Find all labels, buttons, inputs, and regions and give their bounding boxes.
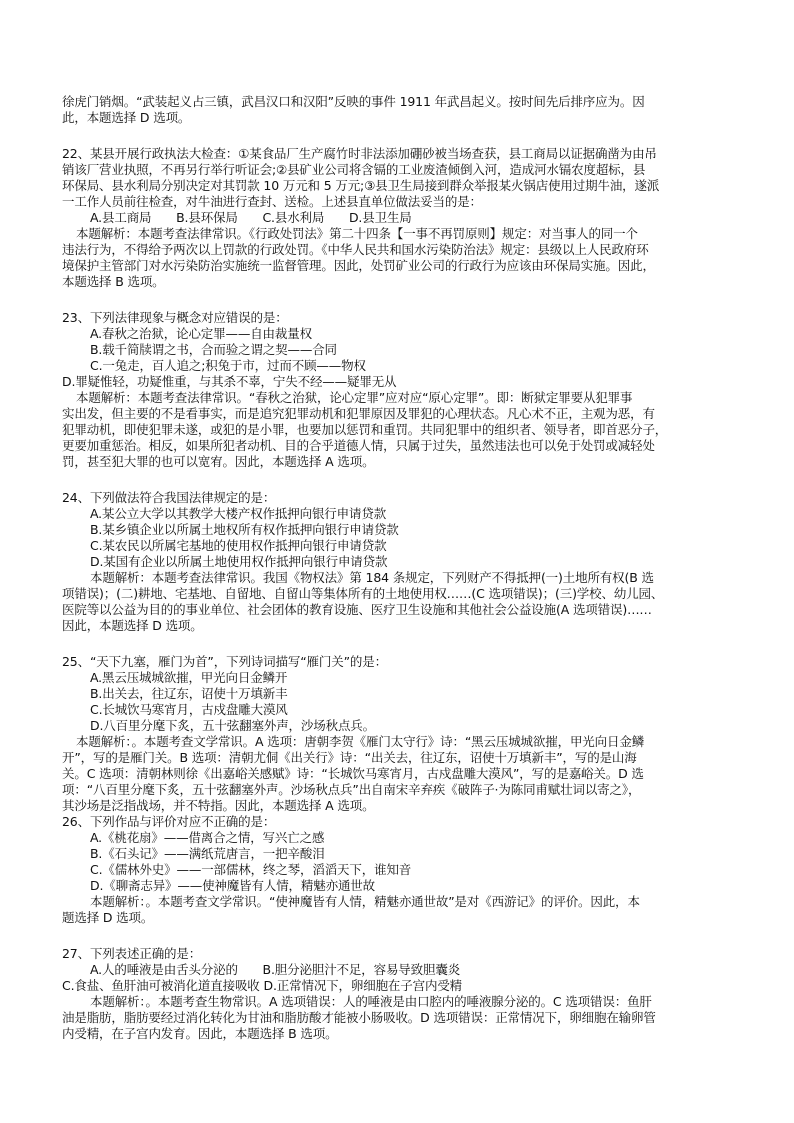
explanation: 其沙场是泛指战场，并不特指。因此，本题选择 A 选项。 bbox=[62, 798, 375, 813]
option-c: C.某农民以所属宅基地的使用权作抵押向银行申请贷款 bbox=[90, 538, 387, 553]
option-c: C.一兔走，百人追之;积兔于市，过而不顾——物权 bbox=[90, 358, 366, 373]
explanation: 境保护主管部门对水污染防治实施统一监督管理。因此，处罚矿业公司的行政行为应该由环保局实施。因此， bbox=[62, 258, 655, 273]
option-a: A.某公立大学以其教学大楼产权作抵押向银行申请贷款 bbox=[90, 506, 387, 521]
explanation: 罚，甚至犯大罪的也可以宽宥。因此，本题选择 A 选项。 bbox=[62, 454, 375, 469]
text-line: 徐虎门销烟。“武装起义占三镇，武昌汉口和汉阳”反映的事件 1911 年武昌起义。按时间先后排序应为。因 bbox=[62, 94, 645, 109]
question-stem: 26、下列作品与评价对应不正确的是： bbox=[62, 814, 276, 829]
explanation: 更要加重惩治。相反，如果所犯者动机、目的合乎道德人情，只属于过失，虽然违法也可以免于处罚或减轻处 bbox=[62, 438, 655, 453]
option-a: A.《桃花扇》——借离合之情，写兴亡之感 bbox=[90, 830, 325, 845]
question-stem: 销该厂营业执照，不再另行举行听证会;②县矿业公司将含镉的工业废渣倾倒入河，造成河水镉农度超标，县 bbox=[62, 162, 646, 177]
option-d: D.某国有企业以所属土地使用权作抵押向银行申请贷款 bbox=[90, 554, 388, 569]
explanation: 医院等以公益为目的的事业单位、社会团体的教育设施、医疗卫生设施和其他社会公益设施(A 选项错误)…… bbox=[62, 602, 652, 617]
explanation: 内受精，在子宫内发育。因此，本题选择 B 选项。 bbox=[62, 1026, 338, 1041]
explanation: 本题解析：。本题考查文学常识。“使神魔皆有人情，精魅亦通世故”是对《西游记》的评价。因此，本 bbox=[90, 894, 640, 909]
question-stem: 22、某县开展行政执法大检查：①某食品厂生产腐竹时非法添加硼砂被当场查获，县工商局以证据确凿为由吊 bbox=[62, 146, 657, 161]
question-27 bbox=[62, 946, 744, 1042]
option-b: B.某乡镇企业以所属土地权所有权作抵押向银行申请贷款 bbox=[90, 522, 399, 537]
option-d: D.罪疑惟轻，功疑惟重，与其杀不辜，宁失不经——疑罪无从 bbox=[62, 374, 397, 389]
option-cd: C.食盐、鱼肝油可被消化道直接吸收 D.正常情况下，卵细胞在子宫内受精 bbox=[62, 978, 463, 993]
question-24 bbox=[62, 490, 744, 634]
question-26 bbox=[62, 814, 744, 926]
option-a: A.春秋之治狱，论心定罪——自由裁量权 bbox=[90, 326, 312, 341]
option-c: C.《儒林外史》——一部儒林，终之琴，滔滔天下，谁知音 bbox=[90, 862, 412, 877]
question-stem: 23、下列法律现象与概念对应错误的是： bbox=[62, 310, 288, 325]
question-stem: 环保局、县水利局分别决定对其罚款 10 万元和 5 万元;③县卫生局接到群众举报某火锅店使用过期牛油，遂派 bbox=[62, 178, 660, 193]
question-stem: 27、下列表述正确的是： bbox=[62, 946, 202, 961]
answer-options: A.县工商局 B.县环保局 C.县水利局 D.县卫生局 bbox=[90, 210, 412, 225]
explanation: 因此，本题选择 D 选项。 bbox=[62, 618, 203, 633]
explanation: 开”，写的是雁门关。B 选项：清朝尤侗《出关行》诗：“出关去，往辽东，诏使十万填新丰”，写的是山海 bbox=[62, 750, 637, 765]
explanation: 本题解析：本题考查法律常识。“春秋之治狱，论心定罪”应对应“原心定罪”。即：断狱定罪要从犯罪事 bbox=[76, 390, 633, 405]
explanation: 题选择 D 选项。 bbox=[62, 910, 154, 925]
option-a: A.黑云压城城欲摧，甲光向日金鳞开 bbox=[90, 670, 288, 685]
explanation: 项：“八百里分麾下炙，五十弦翻塞外声。沙场秋点兵”出自南宋辛弃疾《破阵子·为陈同甫赋壮词以寄之》， bbox=[62, 782, 641, 797]
explanation: 油是脂肪，脂肪要经过消化转化为甘油和脂肪酸才能被小肠吸收。D 选项错误：正常情况下，卵细胞在输卵管 bbox=[62, 1010, 656, 1025]
question-25 bbox=[62, 654, 744, 814]
explanation: 犯罪动机，即使犯罪未遂，或犯的是小罪，也要加以惩罚和重罚。共同犯罪中的组织者、领导者，即首恶分子， bbox=[62, 422, 668, 437]
document-page bbox=[62, 94, 744, 1042]
option-d: D.《聊斋志异》——使神魔皆有人情，精魅亦通世故 bbox=[90, 878, 375, 893]
question-stem: 25、“天下九塞，雁门为首”，下列诗词描写“雁门关”的是： bbox=[62, 654, 387, 669]
option-b: B.载千简牍谓之书，合而验之谓之契——合同 bbox=[90, 342, 337, 357]
question-22 bbox=[62, 146, 744, 290]
text-line: 此，本题选择 D 选项。 bbox=[62, 110, 191, 125]
option-b: B.出关去，往辽东，诏使十万填新丰 bbox=[90, 686, 288, 701]
explanation: 本题选择 B 选项。 bbox=[62, 274, 165, 289]
explanation: 实出发，但主要的不是看事实，而是追究犯罪动机和犯罪原因及罪犯的心理状态。凡心术不正，主观为恶，有 bbox=[62, 406, 655, 421]
explanation: 项错误)；(二)耕地、宅基地、自留地、自留山等集体所有的土地使用权……(C 选项错误)；(三)学校、幼儿园、 bbox=[62, 586, 664, 601]
explanation: 本题解析：本题考查法律常识。我国《物权法》第 184 条规定，下列财产不得抵押(一)土地所有权(B 选 bbox=[90, 570, 654, 585]
question-23 bbox=[62, 310, 744, 470]
explanation: 本题解析：本题考查法律常识。《行政处罚法》第二十四条【一事不再罚原则】规定：对当事人的同一个 bbox=[76, 226, 638, 241]
option-b: B.《石头记》——满纸荒唐言，一把辛酸泪 bbox=[90, 846, 325, 861]
option-ab: A.人的唾液是由舌头分泌的 B.胆分泌胆汁不足，容易导致胆囊炎 bbox=[90, 962, 461, 977]
option-c: C.长城饮马寒宵月，古戍盘雕大漠风 bbox=[90, 702, 288, 717]
explanation: 关。C 选项：清朝林则徐《出嘉峪关感赋》诗：“长城饮马寒宵月，古戍盘雕大漠风”，写的是嘉峪关。D 选 bbox=[62, 766, 644, 781]
question-stem: 一工作人员前往检查，对牛油进行查封、送检。上述县直单位做法妥当的是： bbox=[62, 194, 482, 209]
explanation: 本题解析：。本题考查生物常识。A 选项错误：人的唾液是由口腔内的唾液腺分泌的。C 选项错误：鱼肝 bbox=[90, 994, 652, 1009]
option-d: D.八百里分麾下炙，五十弦翻塞外声，沙场秋点兵。 bbox=[90, 718, 375, 733]
explanation: 本题解析：。本题考查文学常识。A 选项：唐朝李贺《雁门太守行》诗：“黑云压城城欲摧，甲光向日金鳞 bbox=[76, 734, 645, 749]
explanation: 违法行为，不得给予两次以上罚款的行政处罚。《中华人民共和国水污染防治法》规定：县级以上人民政府环 bbox=[62, 242, 649, 257]
question-stem: 24、下列做法符合我国法律规定的是： bbox=[62, 490, 276, 505]
